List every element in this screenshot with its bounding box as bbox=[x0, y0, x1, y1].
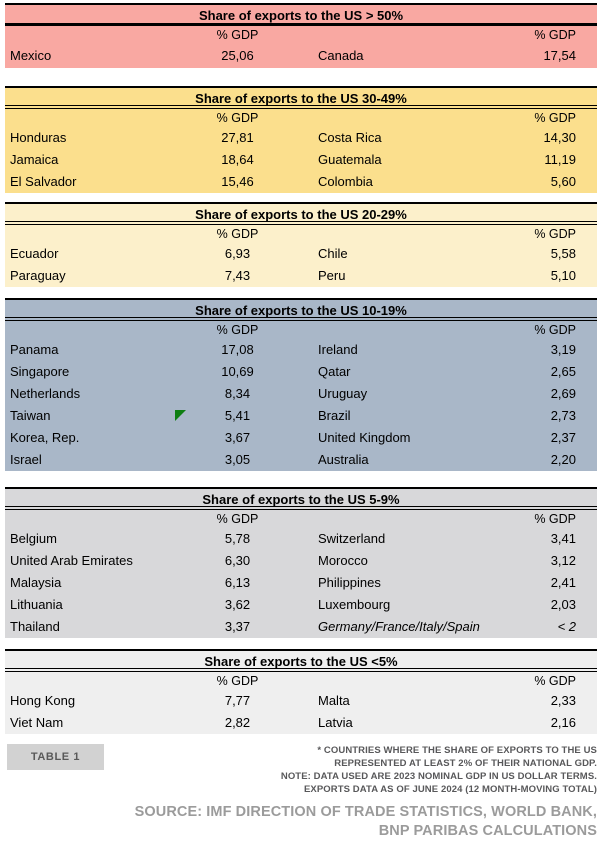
country-cell: United Kingdom bbox=[318, 430, 411, 445]
country-cell: Jamaica bbox=[10, 152, 59, 167]
column-header-row bbox=[5, 109, 597, 127]
country-cell: Korea, Rep. bbox=[10, 430, 80, 445]
country-cell: Paraguay bbox=[10, 268, 66, 283]
table-row bbox=[5, 572, 597, 594]
footer bbox=[7, 744, 597, 796]
export-share-table bbox=[5, 86, 597, 193]
value-cell: 5,78 bbox=[224, 531, 251, 546]
country-cell: El Salvador bbox=[10, 174, 77, 189]
table-row bbox=[5, 171, 597, 193]
footnote-line: REPRESENTED AT LEAST 2% OF THEIR NATIONAL GDP. bbox=[334, 758, 597, 769]
section-title: Share of exports to the US 10-19% bbox=[5, 300, 597, 321]
value-cell: 3,19 bbox=[550, 342, 576, 357]
spacer-cell bbox=[290, 510, 480, 528]
table-row bbox=[5, 405, 597, 427]
footnote-line: NOTE: DATA USED ARE 2023 NOMINAL GDP IN US DOLLAR TERMS. bbox=[280, 771, 597, 782]
footnote-line: * COUNTRIES WHERE THE SHARE OF EXPORTS TO THE US bbox=[317, 745, 597, 756]
source-line: BNP PARIBAS CALCULATIONS bbox=[378, 823, 597, 839]
export-share-table bbox=[5, 202, 597, 287]
country-cell: Thailand bbox=[10, 619, 60, 634]
value-cell: 3,12 bbox=[550, 553, 576, 568]
table-row bbox=[5, 243, 597, 265]
table-row bbox=[5, 265, 597, 287]
country-cell: Philippines bbox=[318, 575, 381, 590]
country-cell: Switzerland bbox=[318, 531, 386, 546]
gdp-column-header: % GDP bbox=[216, 111, 259, 125]
spacer-cell bbox=[5, 225, 185, 243]
value-cell: 6,30 bbox=[224, 553, 251, 568]
country-cell: Belgium bbox=[10, 531, 57, 546]
gdp-column-header: % GDP bbox=[216, 323, 259, 337]
spacer-cell bbox=[290, 672, 480, 690]
gdp-column-header: % GDP bbox=[534, 28, 576, 42]
spacer-cell bbox=[290, 109, 480, 127]
spacer-cell bbox=[5, 26, 185, 44]
country-cell: Luxembourg bbox=[318, 597, 391, 612]
value-cell: 5,60 bbox=[550, 174, 576, 189]
value-cell: < 2 bbox=[557, 619, 576, 634]
spacer-cell bbox=[290, 26, 480, 44]
country-cell: Colombia bbox=[318, 174, 373, 189]
table-row bbox=[5, 712, 597, 734]
export-share-table bbox=[5, 487, 597, 638]
country-cell: Australia bbox=[318, 452, 369, 467]
value-cell: 2,65 bbox=[550, 364, 576, 379]
spacer-cell bbox=[290, 225, 480, 243]
footnote-block bbox=[281, 744, 597, 796]
country-cell: Mexico bbox=[10, 48, 52, 63]
value-cell: 3,41 bbox=[550, 531, 576, 546]
table-row bbox=[5, 550, 597, 572]
gdp-column-header: % GDP bbox=[534, 227, 576, 241]
spacer-cell bbox=[5, 109, 185, 127]
country-cell: United Arab Emirates bbox=[10, 553, 133, 568]
value-cell: 6,13 bbox=[224, 575, 251, 590]
value-cell: 6,93 bbox=[224, 246, 251, 261]
country-cell: Viet Nam bbox=[10, 715, 64, 730]
country-cell: Lithuania bbox=[10, 597, 63, 612]
value-cell: 17,08 bbox=[221, 342, 254, 357]
table-row bbox=[5, 690, 597, 712]
value-cell: 2,03 bbox=[550, 597, 576, 612]
value-cell: 2,37 bbox=[550, 430, 576, 445]
value-cell: 2,33 bbox=[550, 693, 576, 708]
country-cell: Singapore bbox=[10, 364, 70, 379]
value-cell: 10,69 bbox=[221, 364, 254, 379]
gdp-column-header: % GDP bbox=[534, 512, 576, 526]
gdp-column-header: % GDP bbox=[216, 674, 259, 688]
country-cell: Guatemala bbox=[318, 152, 382, 167]
column-header-row bbox=[5, 510, 597, 528]
section-title: Share of exports to the US 5-9% bbox=[5, 489, 597, 510]
table-row bbox=[5, 383, 597, 405]
value-cell: 15,46 bbox=[221, 174, 254, 189]
country-cell: Qatar bbox=[318, 364, 351, 379]
source-line: SOURCE: IMF DIRECTION OF TRADE STATISTICS, WORLD BANK, bbox=[134, 804, 597, 820]
country-cell: Uruguay bbox=[318, 386, 368, 401]
value-cell: 2,20 bbox=[550, 452, 576, 467]
spacer-cell bbox=[5, 510, 185, 528]
value-cell: 2,73 bbox=[550, 408, 576, 423]
country-cell: Chile bbox=[318, 246, 348, 261]
country-cell: Costa Rica bbox=[318, 130, 382, 145]
table-row bbox=[5, 149, 597, 171]
source-note bbox=[0, 803, 597, 841]
section-title: Share of exports to the US 30-49% bbox=[5, 88, 597, 109]
table-row bbox=[5, 616, 597, 638]
table-row bbox=[5, 339, 597, 361]
country-cell: Israel bbox=[10, 452, 42, 467]
export-share-table bbox=[5, 649, 597, 734]
spacer-cell bbox=[5, 321, 185, 339]
country-cell: Hong Kong bbox=[10, 693, 76, 708]
value-cell: 2,16 bbox=[550, 715, 576, 730]
value-cell: 2,41 bbox=[550, 575, 576, 590]
gdp-column-header: % GDP bbox=[534, 674, 576, 688]
value-cell: 18,64 bbox=[221, 152, 254, 167]
country-cell: Malta bbox=[318, 693, 350, 708]
value-cell: 8,34 bbox=[224, 386, 251, 401]
gdp-column-header: % GDP bbox=[216, 28, 259, 42]
value-cell: 3,67 bbox=[224, 430, 251, 445]
table-row bbox=[5, 44, 597, 68]
value-cell: 3,05 bbox=[224, 452, 251, 467]
export-share-table bbox=[5, 298, 597, 471]
table-number-badge: TABLE 1 bbox=[7, 744, 104, 770]
table-row bbox=[5, 449, 597, 471]
value-cell: 25,06 bbox=[221, 48, 254, 63]
value-cell: 5,58 bbox=[550, 246, 576, 261]
gdp-column-header: % GDP bbox=[534, 111, 576, 125]
value-cell: 17,54 bbox=[543, 48, 576, 63]
country-cell: Brazil bbox=[318, 408, 351, 423]
table-row bbox=[5, 427, 597, 449]
table-row bbox=[5, 127, 597, 149]
gdp-column-header: % GDP bbox=[216, 227, 259, 241]
column-header-row bbox=[5, 321, 597, 339]
value-cell: 2,69 bbox=[550, 386, 576, 401]
section-title: Share of exports to the US 20-29% bbox=[5, 204, 597, 225]
table-row bbox=[5, 528, 597, 550]
country-cell: Ecuador bbox=[10, 246, 59, 261]
country-cell: Latvia bbox=[318, 715, 353, 730]
value-cell: 27,81 bbox=[221, 130, 254, 145]
country-cell: Taiwan bbox=[10, 408, 51, 423]
table-row bbox=[5, 361, 597, 383]
value-cell: 7,43 bbox=[224, 268, 251, 283]
country-cell: Peru bbox=[318, 268, 346, 283]
country-cell: Canada bbox=[318, 48, 364, 63]
column-header-row bbox=[5, 225, 597, 243]
value-cell: 5,10 bbox=[550, 268, 576, 283]
footnote-line: EXPORTS DATA AS OF JUNE 2024 (12 MONTH-MOVING TOTAL) bbox=[303, 784, 597, 795]
country-cell: Malaysia bbox=[10, 575, 62, 590]
section-title: Share of exports to the US > 50% bbox=[5, 5, 597, 26]
value-cell: 2,82 bbox=[224, 715, 251, 730]
value-cell: 11,19 bbox=[544, 152, 576, 167]
spacer-cell bbox=[5, 672, 185, 690]
export-share-table bbox=[5, 3, 597, 68]
country-cell: Netherlands bbox=[10, 386, 81, 401]
value-cell: 3,37 bbox=[224, 619, 251, 634]
country-cell: Ireland bbox=[318, 342, 358, 357]
column-header-row bbox=[5, 672, 597, 690]
country-cell: Honduras bbox=[10, 130, 67, 145]
country-cell: Germany/France/Italy/Spain bbox=[318, 619, 480, 634]
country-cell: Panama bbox=[10, 342, 59, 357]
column-header-row bbox=[5, 26, 597, 44]
gdp-column-header: % GDP bbox=[216, 512, 259, 526]
value-cell: 5,41 bbox=[224, 408, 251, 423]
section-title: Share of exports to the US <5% bbox=[5, 651, 597, 672]
value-cell: 3,62 bbox=[224, 597, 251, 612]
value-cell: 14,30 bbox=[543, 130, 576, 145]
country-cell: Morocco bbox=[318, 553, 368, 568]
value-cell: 7,77 bbox=[224, 693, 251, 708]
spacer-cell bbox=[290, 321, 480, 339]
gdp-column-header: % GDP bbox=[534, 323, 576, 337]
table-row bbox=[5, 594, 597, 616]
